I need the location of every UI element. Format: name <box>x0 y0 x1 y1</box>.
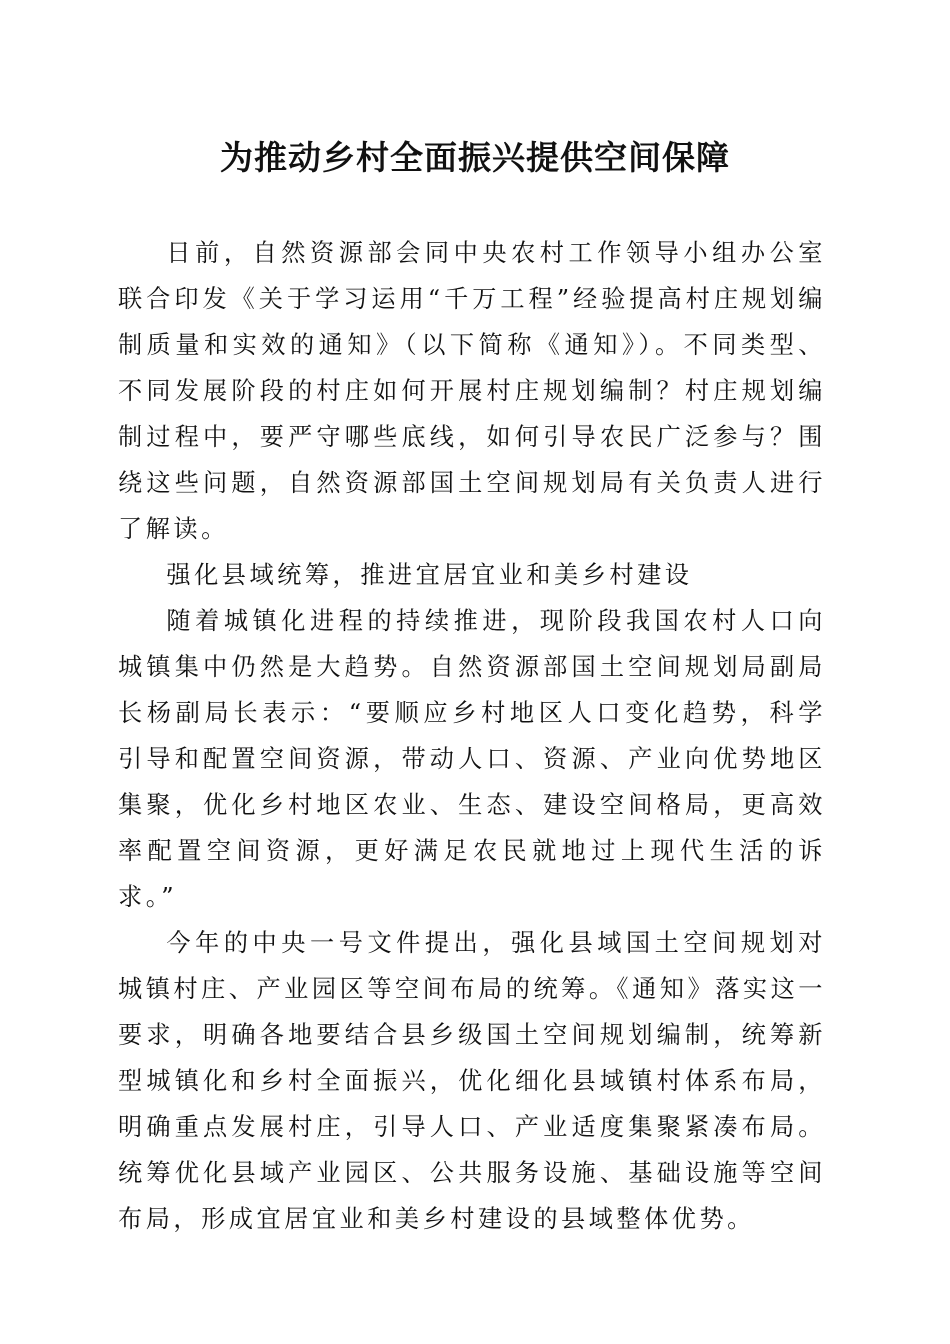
paragraph-urbanization: 随着城镇化进程的持续推进，现阶段我国农村人口向城镇集中仍然是大趋势。自然资源部国土空间规划局副局长杨副局长表示：“要顺应乡村地区人口变化趋势，科学引导和配置空间资源，带动人口、资源、产业向优势地区集聚，优化乡村地区农业、生态、建设空间格局，更高效率配置空间资源，更好满足农民就地过上现代生活的诉求。” <box>118 607 826 911</box>
paragraph-county-planning: 今年的中央一号文件提出，强化县域国土空间规划对城镇村庄、产业园区等空间布局的统筹。《通知》落实这一要求，明确各地要结合县乡级国土空间规划编制，统筹新型城镇化和乡村全面振兴，优化细化县域镇村体系布局，明确重点发展村庄，引导人口、产业适度集聚紧凑布局。统筹优化县域产业园区、公共服务设施、基础设施等空间布局，形成宜居宜业和美乡村建设的县域整体优势。 <box>118 929 826 1233</box>
document-body <box>118 230 826 1242</box>
section-heading: 强化县域统筹，推进宜居宜业和美乡村建设 <box>166 561 693 589</box>
document-title: 为推动乡村全面振兴提供空间保障 <box>220 138 730 177</box>
paragraph-intro: 日前，自然资源部会同中央农村工作领导小组办公室联合印发《关于学习运用“千万工程”经验提高村庄规划编制质量和实效的通知》（以下简称《通知》）。不同类型、不同发展阶段的村庄如何开展村庄规划编制？村庄规划编制过程中，要严守哪些底线，如何引导农民广泛参与？围绕这些问题，自然资源部国土空间规划局有关负责人进行了解读。 <box>118 239 826 543</box>
